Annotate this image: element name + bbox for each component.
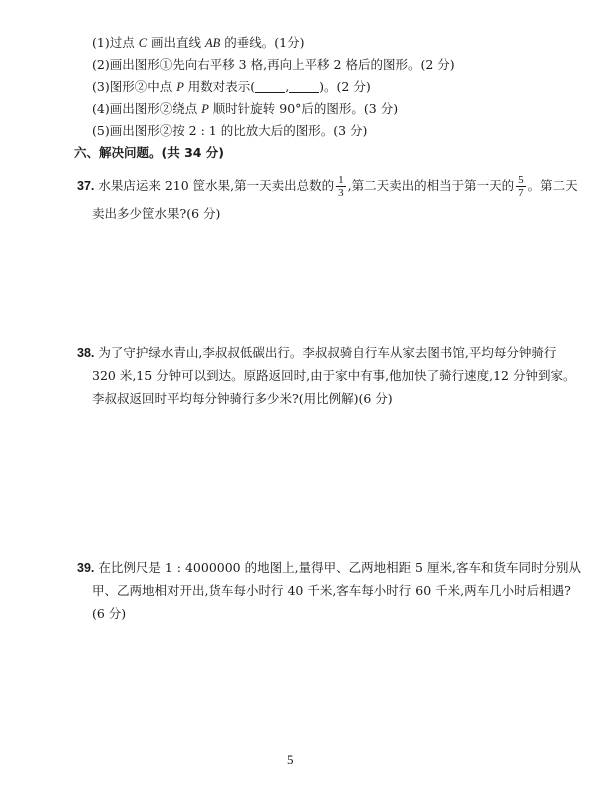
subitem-4 [92, 101, 398, 117]
subitem-5-text: (5)画出图形②按 2 : 1 的比放大后的图形。(3 分) [92, 123, 368, 138]
question-37-line-2: 卖出多少筐水果?(6 分) [92, 206, 221, 221]
subitem-5 [92, 123, 367, 139]
subitem-1-var-ab: AB [204, 36, 221, 50]
answer-blank-2[interactable] [289, 80, 319, 93]
subitem-3-text-b: 用数对表示( [183, 79, 256, 94]
answer-blank-1[interactable] [255, 80, 285, 93]
subitem-1-text-a: (1)过点 [92, 35, 139, 50]
subitem-2 [92, 57, 455, 73]
question-38-line-3: 李叔叔返回时平均每分钟骑行多少米?(用比例解)(6 分) [92, 391, 393, 406]
question-39-number: 39. [77, 561, 95, 575]
question-39-line-1 [77, 560, 581, 576]
subitem-3-text-c: )。(2 分) [319, 79, 371, 94]
subitem-3 [92, 79, 371, 95]
question-37-text-a: 水果店运来 210 筐水果,第一天卖出总数的 [98, 178, 335, 193]
fraction-1-denominator: 3 [338, 187, 344, 199]
subitem-3-text-a: (3)图形②中点 [92, 79, 177, 94]
fraction-one-third [336, 174, 346, 199]
question-37-text-b: ,第二天卖出的相当于第一天的 [347, 178, 515, 193]
question-37-line-1 [77, 173, 578, 199]
subitem-4-var-p: P [201, 102, 209, 116]
question-37-text-c: 。第二天 [527, 178, 578, 193]
question-38-number: 38. [77, 346, 95, 360]
fraction-2-numerator: 5 [518, 174, 524, 186]
question-37-number: 37. [77, 179, 95, 193]
subitem-3-var-p: P [176, 80, 184, 94]
question-38-line-1 [77, 345, 556, 361]
subitem-4-text-b: 顺时针旋转 90°后的图形。(3 分) [208, 101, 399, 116]
subitem-1 [92, 35, 304, 51]
subitem-1-text-c: 的垂线。(1分) [220, 35, 305, 50]
question-39-line-2: 甲、乙两地相对开出,货车每小时行 40 千米,客车每小时行 60 千米,两车几小时后相遇? [92, 583, 571, 598]
fraction-2-denominator: 7 [518, 187, 524, 199]
subitem-3-separator: , [285, 79, 290, 94]
fraction-five-sevenths [516, 174, 526, 199]
subitem-4-text-a: (4)画出图形②绕点 [92, 101, 202, 116]
question-38-line-2: 320 米,15 分钟可以到达。原路返回时,由于家中有事,他加快了骑行速度,12 分钟到家。 [92, 368, 576, 383]
answer-area-39[interactable] [77, 628, 517, 738]
subitem-1-var-c: C [138, 36, 148, 50]
page-number: 5 [287, 752, 294, 767]
question-38-text-1: 为了守护绿水青山,李叔叔低碳出行。李叔叔骑自行车从家去图书馆,平均每分钟骑行 [98, 345, 557, 360]
subitem-1-text-b: 画出直线 [147, 35, 205, 50]
section-title: 六、解决问题。(共 34 分) [74, 145, 225, 160]
subitem-2-text: (2)画出图形①先向右平移 3 格,再向上平移 2 格后的图形。(2 分) [92, 57, 455, 72]
answer-area-37[interactable] [77, 228, 517, 338]
answer-area-38[interactable] [77, 412, 517, 552]
question-39-line-3: (6 分) [92, 606, 127, 621]
fraction-1-numerator: 1 [338, 174, 344, 186]
question-39-text-1: 在比例尺是 1 : 4000000 的地图上,量得甲、乙两地相距 5 厘米,客车和货车同时分别从 [98, 560, 581, 575]
